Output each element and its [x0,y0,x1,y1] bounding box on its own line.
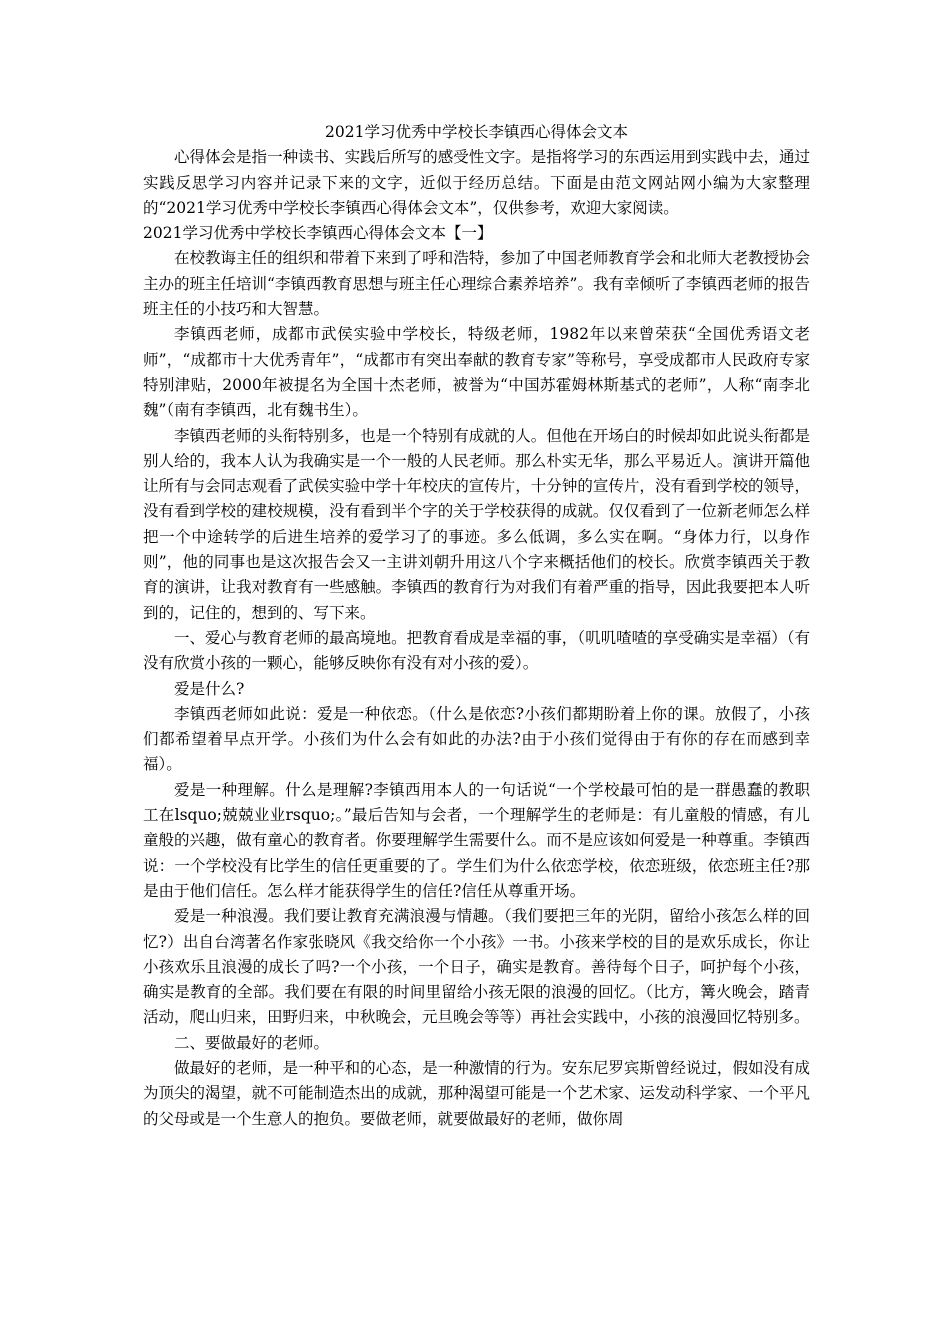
body-paragraph: 在校教诲主任的组织和带着下来到了呼和浩特，参加了中国老师教育学会和北师大老教授协会主办的班主任培训“李镇西教育思想与班主任心理综合素养培养”。我有幸倾听了李镇西老师的报告班主任的小技巧和大智慧。 [143,249,810,319]
body-paragraph: 爱是一种浪漫。我们要让教育充满浪漫与情趣。（我们要把三年的光阴，留给小孩怎么样的回忆?）出自台湾著名作家张晓风《我交给你一个小孩》一书。小孩来学校的目的是欢乐成长，你让小孩欢乐且浪漫的成长了吗?一个小孩，一个日子，确实是教育。善待每个日子，呵护每个小孩，确实是教育的全部。我们要在有限的时间里留给小孩无限的浪漫的回忆。（比方，篝火晚会，踏青活动，爬山归来，田野归来，中秋晚会，元旦晚会等等）再社会实践中，小孩的浪漫回忆特别多。 [143,907,810,1027]
body-paragraph: 爱是一种理解。什么是理解?李镇西用本人的一句话说“一个学校最可怕的是一群愚蠢的教职工在lsquo;兢兢业业rsquo;。”最后告知与会者，一个理解学生的老师是：有儿童般的情感，有儿童般的兴趣，做有童心的教育者。你要理解学生需要什么。而不是应该如何爱是一种尊重。李镇西说：一个学校没有比学生的信任更重要的了。学生们为什么依恋学校，依恋班级，依恋班主任?那是由于他们信任。怎么样才能获得学生的信任?信任从尊重开场。 [143,780,810,900]
body-paragraph: 一、爱心与教育老师的最高境地。把教育看成是幸福的事，（叽叽喳喳的享受确实是幸福）（有没有欣赏小孩的一颗心，能够反映你有没有对小孩的爱）。 [143,628,810,673]
section-heading: 2021学习优秀中学校长李镇西心得体会文本【一】 [143,224,493,243]
body-paragraph: 爱是什么? [174,679,245,698]
body-paragraph: 李镇西老师如此说：爱是一种依恋。（什么是依恋?小孩们都期盼着上你的课。放假了，小孩们都希望着早点开学。小孩们为什么会有如此的办法?由于小孩们觉得由于有你的存在而感到幸福）。 [143,704,810,774]
document-title: 2021学习优秀中学校长李镇西心得体会文本 [325,123,628,141]
body-paragraph: 做最好的老师，是一种平和的心态，是一种激情的行为。安东尼罗宾斯曾经说过，假如没有成为顶尖的渴望，就不可能制造杰出的成就，那种渴望可能是一个艺术家、运发动科学家、一个平凡的父母或是一个生意人的抱负。要做老师，就要做最好的老师，做你周 [143,1058,810,1128]
body-paragraph: 二、要做最好的老师。 [174,1033,330,1052]
body-paragraph: 李镇西老师，成都市武侯实验中学校长，特级老师，1982年以来曾荣获“全国优秀语文老师”，“成都市十大优秀青年”，“成都市有突出奉献的教育专家”等称号，享受成都市人民政府专家特别津贴，2000年被提名为全国十杰老师，被誉为“中国苏霍姆林斯基式的老师”，人称“南李北魏”（南有李镇西，北有魏书生）。 [143,325,810,420]
body-paragraph: 李镇西老师的头衔特别多，也是一个特别有成就的人。但他在开场白的时候却如此说头衔都是别人给的，我本人认为我确实是一个一般的人民老师。那么朴实无华，那么平易近人。演讲开篇他让所有与会同志观看了武侯实验中学十年校庆的宣传片，十分钟的宣传片，没有看到学校的领导，没有看到学校的建校规模，没有看到半个字的关于学校获得的成就。仅仅看到了一位新老师怎么样把一个中途转学的后进生培养的爱学习了的事迹。多么低调，多么实在啊。“身体力行，以身作则”，他的同事也是这次报告会又一主讲刘朝升用这八个字来概括他们的校长。欣赏李镇西关于教育的演讲，让我对教育有一些感触。李镇西的教育行为对我们有着严重的指导，因此我要把本人听到的，记住的，想到的、写下来。 [143,426,810,622]
document-page [143,120,810,1132]
intro-paragraph: 心得体会是指一种读书、实践后所写的感受性文字。是指将学习的东西运用到实践中去，通过实践反思学习内容并记录下来的文字，近似于经历总结。下面是由范文网站网小编为大家整理的“2021学习优秀中学校长李镇西心得体会文本”，仅供参考，欢迎大家阅读。 [143,148,810,217]
